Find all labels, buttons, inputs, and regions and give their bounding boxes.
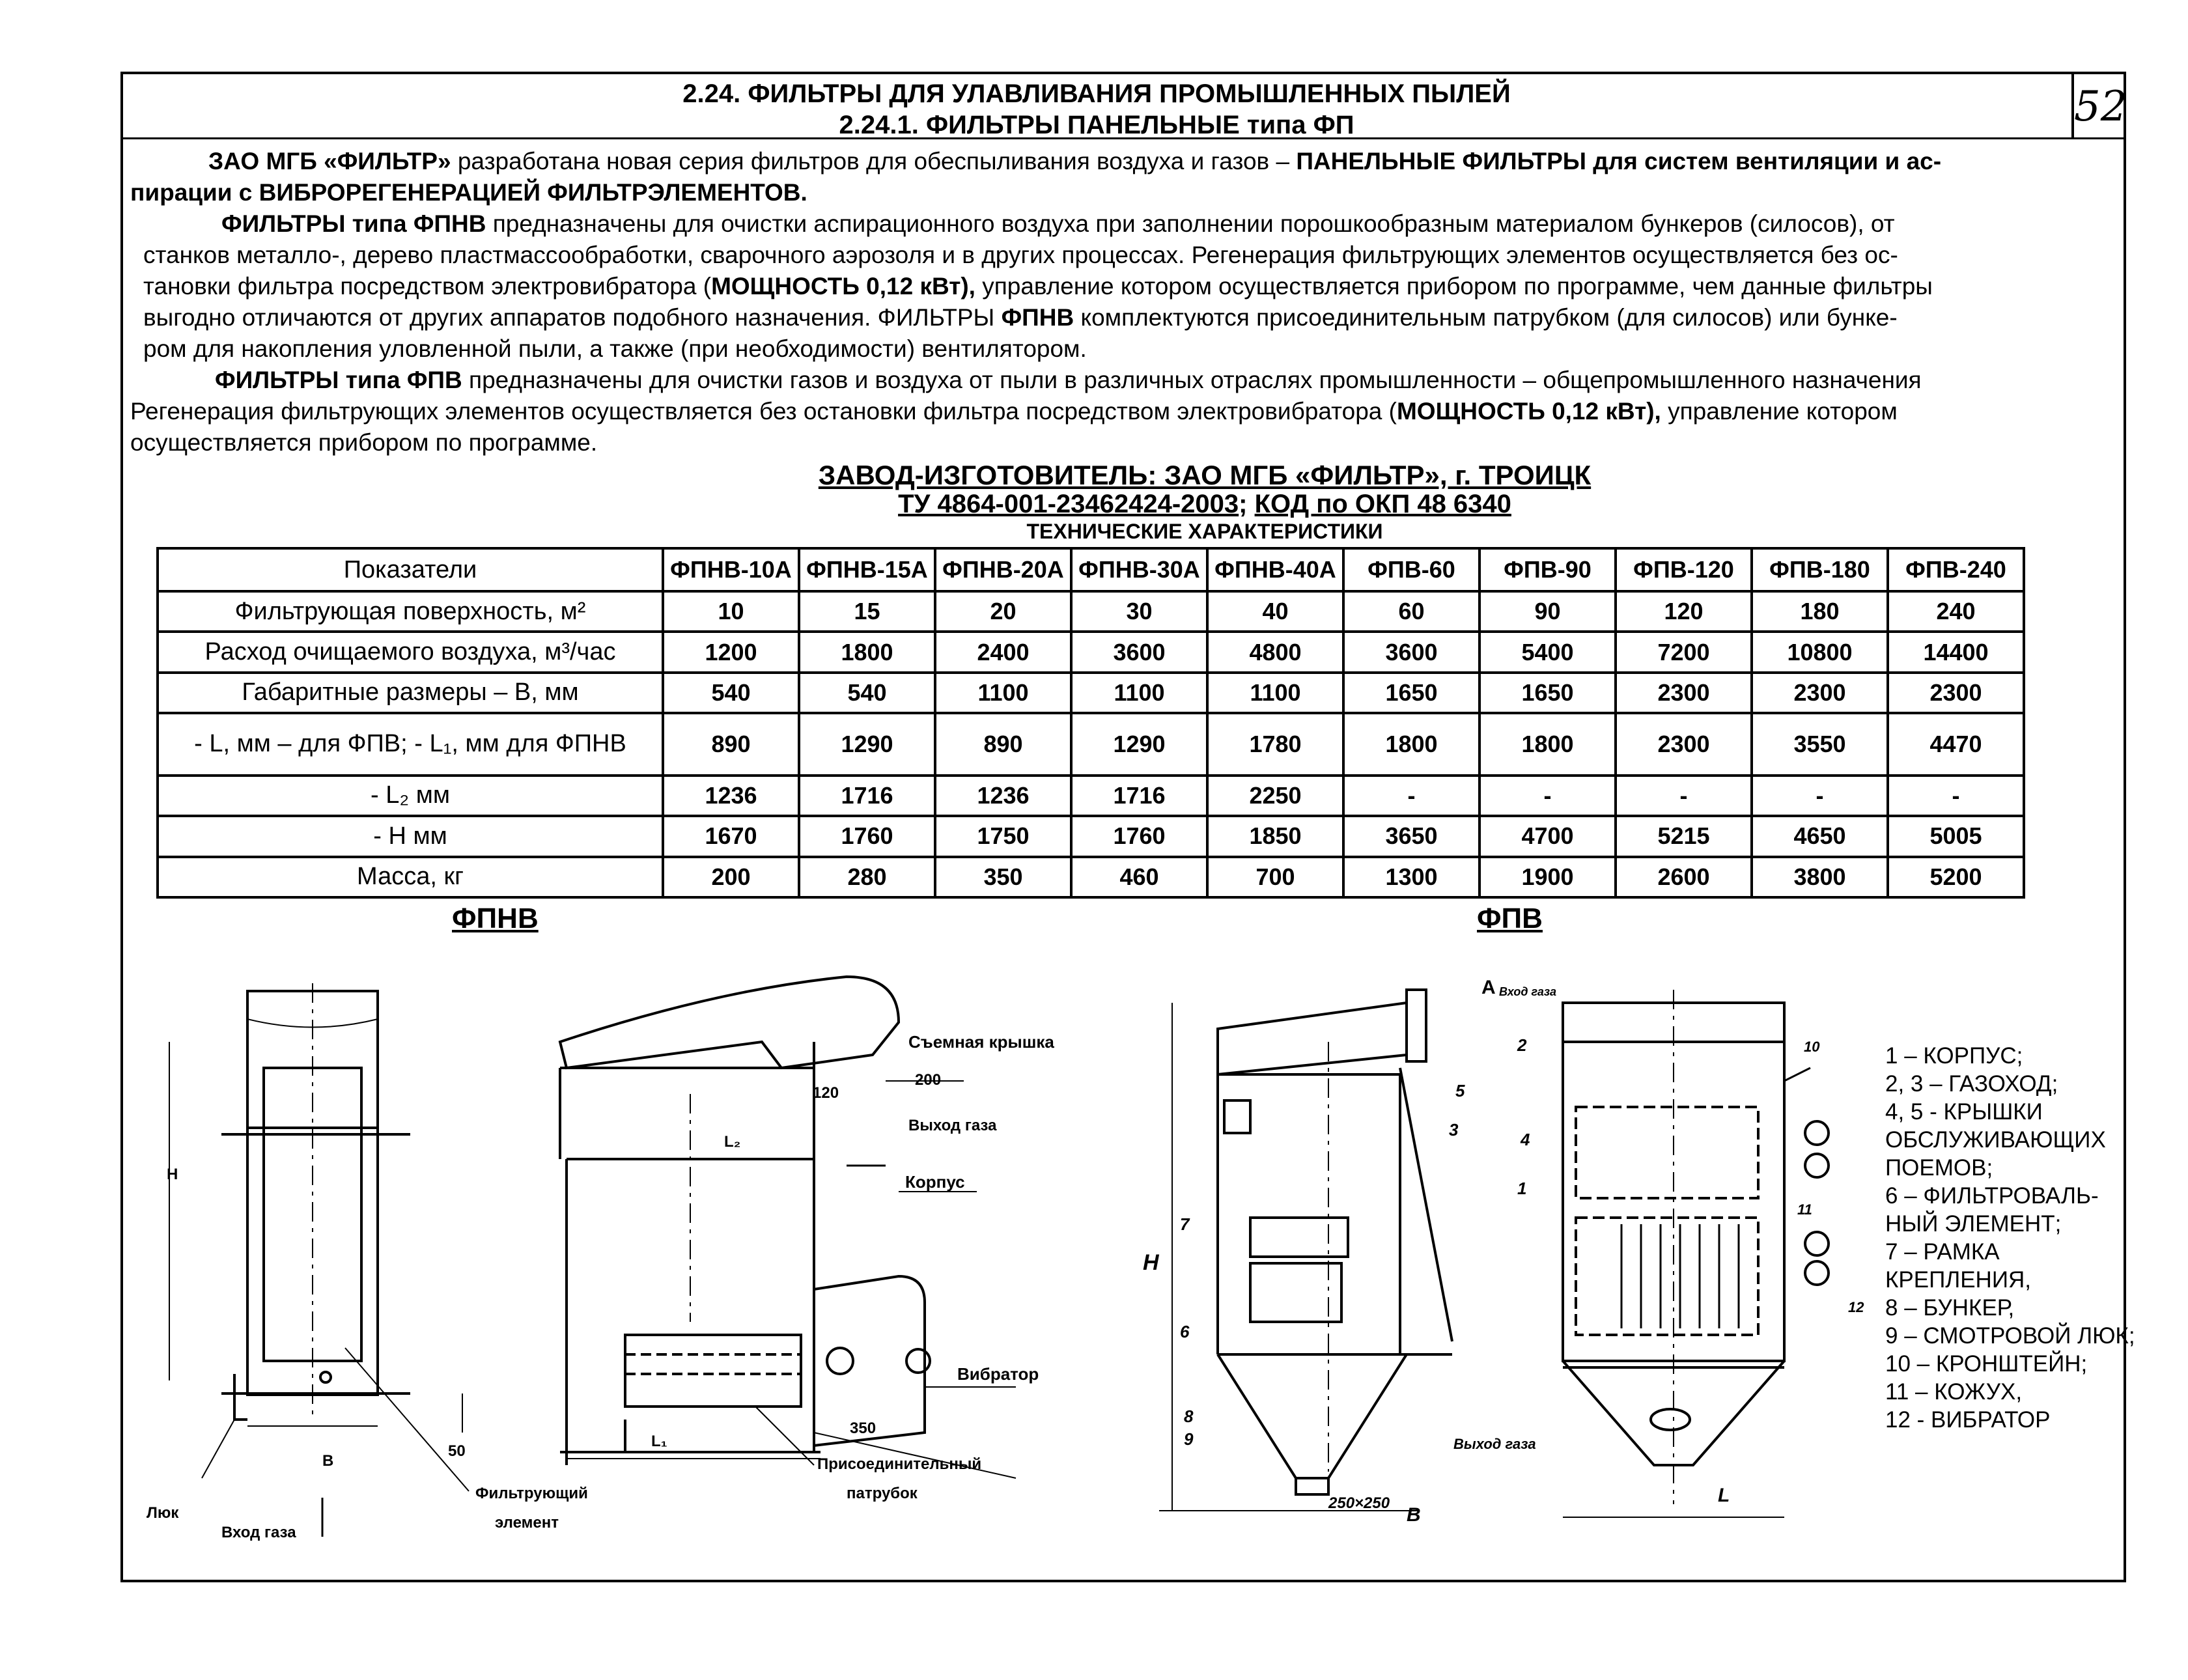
row-label: - L, мм – для ФПВ; - L₁, мм для ФПНВ	[158, 713, 663, 776]
fpnv-term: ФПНВ	[1001, 304, 1074, 331]
table-cell: 180	[1752, 591, 1888, 632]
table-cell: -	[1888, 776, 2024, 816]
table-cell: 2600	[1616, 857, 1752, 897]
model-header: ФПНВ-30А	[1071, 548, 1207, 591]
table-cell: 350	[935, 857, 1071, 897]
table-cell: 1760	[799, 816, 935, 856]
intro-line: станков металло-, дерево пластмассообработки, сварочного аэрозоля и в других процессах. Регенерация фильтрующих элементов осуществляется без ос-	[143, 242, 1898, 268]
pipe-label-2: патрубок	[847, 1485, 918, 1502]
dim-l2: L₂	[724, 1133, 741, 1151]
intro-text-span: управление котором осуществляется прибором по программе, чем данные фильтры	[975, 273, 1933, 300]
separator: ;	[1239, 490, 1255, 518]
dim-350: 350	[850, 1420, 877, 1437]
table-cell: 1900	[1480, 857, 1616, 897]
fpv-side-view	[1159, 990, 1452, 1511]
row-label: - Н мм	[158, 816, 663, 856]
model-header: ФПНВ-40А	[1207, 548, 1343, 591]
legend-item: НЫЙ ЭЛЕМЕНТ;	[1885, 1211, 2062, 1237]
legend-item: 4, 5 - КРЫШКИ	[1885, 1099, 2043, 1125]
table-cell: 1236	[935, 776, 1071, 816]
fpv-caption: ФПВ	[1477, 903, 1543, 934]
table-cell: 4700	[1480, 816, 1616, 856]
table-cell: 4470	[1888, 713, 2024, 776]
legend-item: 2, 3 – ГАЗОХОД;	[1885, 1071, 2058, 1097]
body-label: Корпус	[905, 1172, 965, 1192]
legend-item: 6 – ФИЛЬТРОВАЛЬ-	[1885, 1183, 2099, 1209]
intro-text-span: выгодно отличаются от других аппаратов подобного назначения. ФИЛЬТРЫ	[143, 304, 1002, 331]
legend-item: 9 – СМОТРОВОЙ ЛЮК;	[1885, 1323, 2135, 1349]
pipe-label-1: Присоединительный	[817, 1455, 982, 1473]
legend-item: 8 – БУНКЕР,	[1885, 1295, 2015, 1321]
row-label: Масса, кг	[158, 857, 663, 897]
legend-item: 11 – КОЖУХ,	[1885, 1379, 2023, 1405]
table-cell: 1290	[1071, 713, 1207, 776]
table-cell: 1650	[1343, 673, 1480, 713]
manufacturer-line: ЗАВОД-ИЗГОТОВИТЕЛЬ: ЗАО МГБ «ФИЛЬТР», г. ТРОИЦК	[818, 460, 1592, 490]
intro-line: осуществляется прибором по программе.	[130, 429, 598, 456]
parts-legend	[1885, 1042, 2135, 1434]
table-cell: 240	[1888, 591, 2024, 632]
table-cell: 20	[935, 591, 1071, 632]
intro-paragraph-1-cont: пирации с ВИБРОРЕГЕНЕРАЦИЕЙ ФИЛЬТРЭЛЕМЕНТОВ.	[130, 179, 807, 206]
tu-code: ТУ 4864-001-23462424-2003	[898, 490, 1239, 518]
fpv-front-view	[1563, 990, 1829, 1517]
model-header: ФПВ-90	[1480, 548, 1616, 591]
table-cell: 890	[663, 713, 799, 776]
legend-item: КРЕПЛЕНИЯ,	[1885, 1267, 2031, 1293]
callout-11: 11	[1797, 1201, 1812, 1218]
header-label: Показатели	[158, 548, 663, 591]
row-label: Фильтрующая поверхность, м²	[158, 591, 663, 632]
callout-12: 12	[1848, 1299, 1864, 1315]
table-cell: 5215	[1616, 816, 1752, 856]
fpnv-front-view	[169, 983, 469, 1537]
table-cell: 2300	[1888, 673, 2024, 713]
dim-l-fpv: L	[1718, 1485, 1730, 1506]
dim-h-fpv: Н	[1143, 1250, 1159, 1275]
gas-out-label: Выход газа	[908, 1117, 997, 1134]
table-cell: 200	[663, 857, 799, 897]
table-cell: 4650	[1752, 816, 1888, 856]
table-cell: 1800	[1480, 713, 1616, 776]
callout-9: 9	[1184, 1429, 1194, 1449]
legend-item: 7 – РАМКА	[1885, 1239, 2000, 1265]
inlet-note: Вход газа	[1499, 985, 1557, 998]
model-header: ФПВ-240	[1888, 548, 2024, 591]
dim-b: В	[322, 1452, 334, 1470]
table-cell: 1670	[663, 816, 799, 856]
table-cell: 1760	[1071, 816, 1207, 856]
model-header: ФПНВ-10А	[663, 548, 799, 591]
model-header: ФПВ-120	[1616, 548, 1752, 591]
table-cell: -	[1752, 776, 1888, 816]
filter-element-label-2: элемент	[495, 1514, 559, 1532]
table-cell: 4800	[1207, 632, 1343, 672]
table-cell: 3600	[1343, 632, 1480, 672]
table-cell: 2300	[1616, 673, 1752, 713]
dim-h: Н	[167, 1166, 178, 1183]
callout-5: 5	[1455, 1081, 1465, 1100]
table-cell: 14400	[1888, 632, 2024, 672]
table-cell: 1800	[1343, 713, 1480, 776]
legend-item: 12 - ВИБРАТОР	[1885, 1407, 2051, 1433]
power-note: МОЩНОСТЬ 0,12 кВт),	[711, 273, 975, 300]
table-cell: 1800	[799, 632, 935, 672]
table-cell: 3650	[1343, 816, 1480, 856]
legend-item: 10 – КРОНШТЕЙН;	[1885, 1351, 2088, 1377]
page-number: 52	[2071, 74, 2124, 139]
table-title: ТЕХНИЧЕСКИЕ ХАРАКТЕРИСТИКИ	[1026, 520, 1383, 543]
dim-250x250: 250×250	[1328, 1494, 1390, 1512]
intro-text-span: предназначены для очистки газов и воздуха от пыли в различных отраслях промышленности – общепромышленного назначения	[462, 367, 1922, 393]
table-cell: 460	[1071, 857, 1207, 897]
subsection-title: 2.24.1. ФИЛЬТРЫ ПАНЕЛЬНЫЕ типа ФП	[839, 111, 1354, 139]
table-cell: 1236	[663, 776, 799, 816]
table-cell: 1716	[1071, 776, 1207, 816]
legend-item: ОБСЛУЖИВАЮЩИХ	[1885, 1127, 2106, 1153]
table-cell: 1300	[1343, 857, 1480, 897]
intro-text-span: комплектуются присоединительным патрубком (для силосов) или бунке-	[1074, 304, 1898, 331]
table-cell: 40	[1207, 591, 1343, 632]
table-cell: 30	[1071, 591, 1207, 632]
table-cell: 60	[1343, 591, 1480, 632]
table-cell: 540	[799, 673, 935, 713]
intro-bold-span: ПАНЕЛЬНЫЕ ФИЛЬТРЫ для систем вентиляции и ас-	[1296, 148, 1942, 175]
callout-10: 10	[1804, 1039, 1820, 1055]
table-cell: 90	[1480, 591, 1616, 632]
table-cell: 5400	[1480, 632, 1616, 672]
table-cell: 7200	[1616, 632, 1752, 672]
model-header: ФПВ-60	[1343, 548, 1480, 591]
table-cell: 2300	[1616, 713, 1752, 776]
table-cell: -	[1343, 776, 1480, 816]
table-cell: 1650	[1480, 673, 1616, 713]
gas-in-label: Вход газа	[221, 1524, 296, 1541]
row-label: Габаритные размеры – В, мм	[158, 673, 663, 713]
table-cell: 1200	[663, 632, 799, 672]
company-name: ЗАО МГБ «ФИЛЬТР»	[208, 148, 451, 175]
filter-element-label-1: Фильтрующий	[475, 1485, 588, 1502]
table-cell: 2300	[1752, 673, 1888, 713]
table-cell: -	[1616, 776, 1752, 816]
callout-4: 4	[1521, 1130, 1530, 1149]
model-header: ФПВ-180	[1752, 548, 1888, 591]
model-header: ФПНВ-15А	[799, 548, 935, 591]
fpv-term: ФИЛЬТРЫ типа ФПВ	[215, 367, 462, 393]
table-cell: 280	[799, 857, 935, 897]
intro-text-span: тановки фильтра посредством электровибратора (	[143, 273, 712, 300]
fpnv-caption: ФПНВ	[452, 903, 539, 934]
table-cell: 5200	[1888, 857, 2024, 897]
dim-l1: L₁	[651, 1433, 667, 1450]
table-cell: 1100	[1071, 673, 1207, 713]
dim-200: 200	[915, 1071, 942, 1089]
table-cell: 540	[663, 673, 799, 713]
legend-item: ПОЕМОВ;	[1885, 1155, 1993, 1181]
table-cell: 3800	[1752, 857, 1888, 897]
power-note: МОЩНОСТЬ 0,12 кВт),	[1396, 398, 1661, 425]
callout-6: 6	[1180, 1322, 1190, 1341]
intro-line: ром для накопления уловленной пыли, а также (при необходимости) вентилятором.	[143, 335, 1087, 362]
intro-text-span: Регенерация фильтрующих элементов осуществляется без остановки фильтра посредством электровибратора (	[130, 398, 1397, 425]
callout-7: 7	[1180, 1214, 1190, 1234]
callout-3: 3	[1449, 1120, 1459, 1140]
table-cell: 1716	[799, 776, 935, 816]
table-cell: 15	[799, 591, 935, 632]
table-cell: 2250	[1207, 776, 1343, 816]
table-cell: 1100	[935, 673, 1071, 713]
table-cell: 2400	[935, 632, 1071, 672]
table-cell: 10	[663, 591, 799, 632]
table-cell: -	[1480, 776, 1616, 816]
model-header: ФПНВ-20А	[935, 548, 1071, 591]
dim-b-fpv: В	[1407, 1504, 1421, 1526]
row-label: - L₂ мм	[158, 776, 663, 816]
dim-120: 120	[813, 1084, 839, 1102]
vibrator-label: Вибратор	[957, 1364, 1039, 1384]
table-cell: 890	[935, 713, 1071, 776]
intro-text-span: разработана новая серия фильтров для обеспыливания воздуха и газов –	[451, 148, 1297, 175]
hatch-label: Люк	[147, 1504, 179, 1522]
section-title: 2.24. ФИЛЬТРЫ ДЛЯ УЛАВЛИВАНИЯ ПРОМЫШЛЕННЫХ ПЫЛЕЙ	[682, 79, 1511, 108]
table-cell: 3600	[1071, 632, 1207, 672]
callout-8: 8	[1184, 1407, 1194, 1426]
outlet-note: Выход газа	[1453, 1436, 1536, 1452]
table-cell: 1750	[935, 816, 1071, 856]
dim-50: 50	[448, 1442, 466, 1460]
table-cell: 120	[1616, 591, 1752, 632]
view-a-label: А	[1481, 977, 1496, 998]
table-cell: 10800	[1752, 632, 1888, 672]
lid-label: Съемная крышка	[908, 1032, 1054, 1052]
intro-text-span: предназначены для очистки аспирационного воздуха при заполнении порошкообразным материалом бункеров (силосов), от	[486, 210, 1895, 237]
table-cell: 1850	[1207, 816, 1343, 856]
table-cell: 3550	[1752, 713, 1888, 776]
callout-1: 1	[1517, 1179, 1527, 1198]
table-cell: 5005	[1888, 816, 2024, 856]
table-cell: 700	[1207, 857, 1343, 897]
legend-item: 1 – КОРПУС;	[1885, 1043, 2023, 1069]
callout-2: 2	[1517, 1035, 1527, 1055]
row-label: Расход очищаемого воздуха, м³/час	[158, 632, 663, 672]
okp-code: КОД по ОКП 48 6340	[1254, 490, 1511, 518]
table-cell: 1290	[799, 713, 935, 776]
fpnv-term: ФИЛЬТРЫ типа ФПНВ	[221, 210, 486, 237]
intro-text-span: управление котором	[1661, 398, 1898, 425]
table-cell: 1100	[1207, 673, 1343, 713]
table-cell: 1780	[1207, 713, 1343, 776]
